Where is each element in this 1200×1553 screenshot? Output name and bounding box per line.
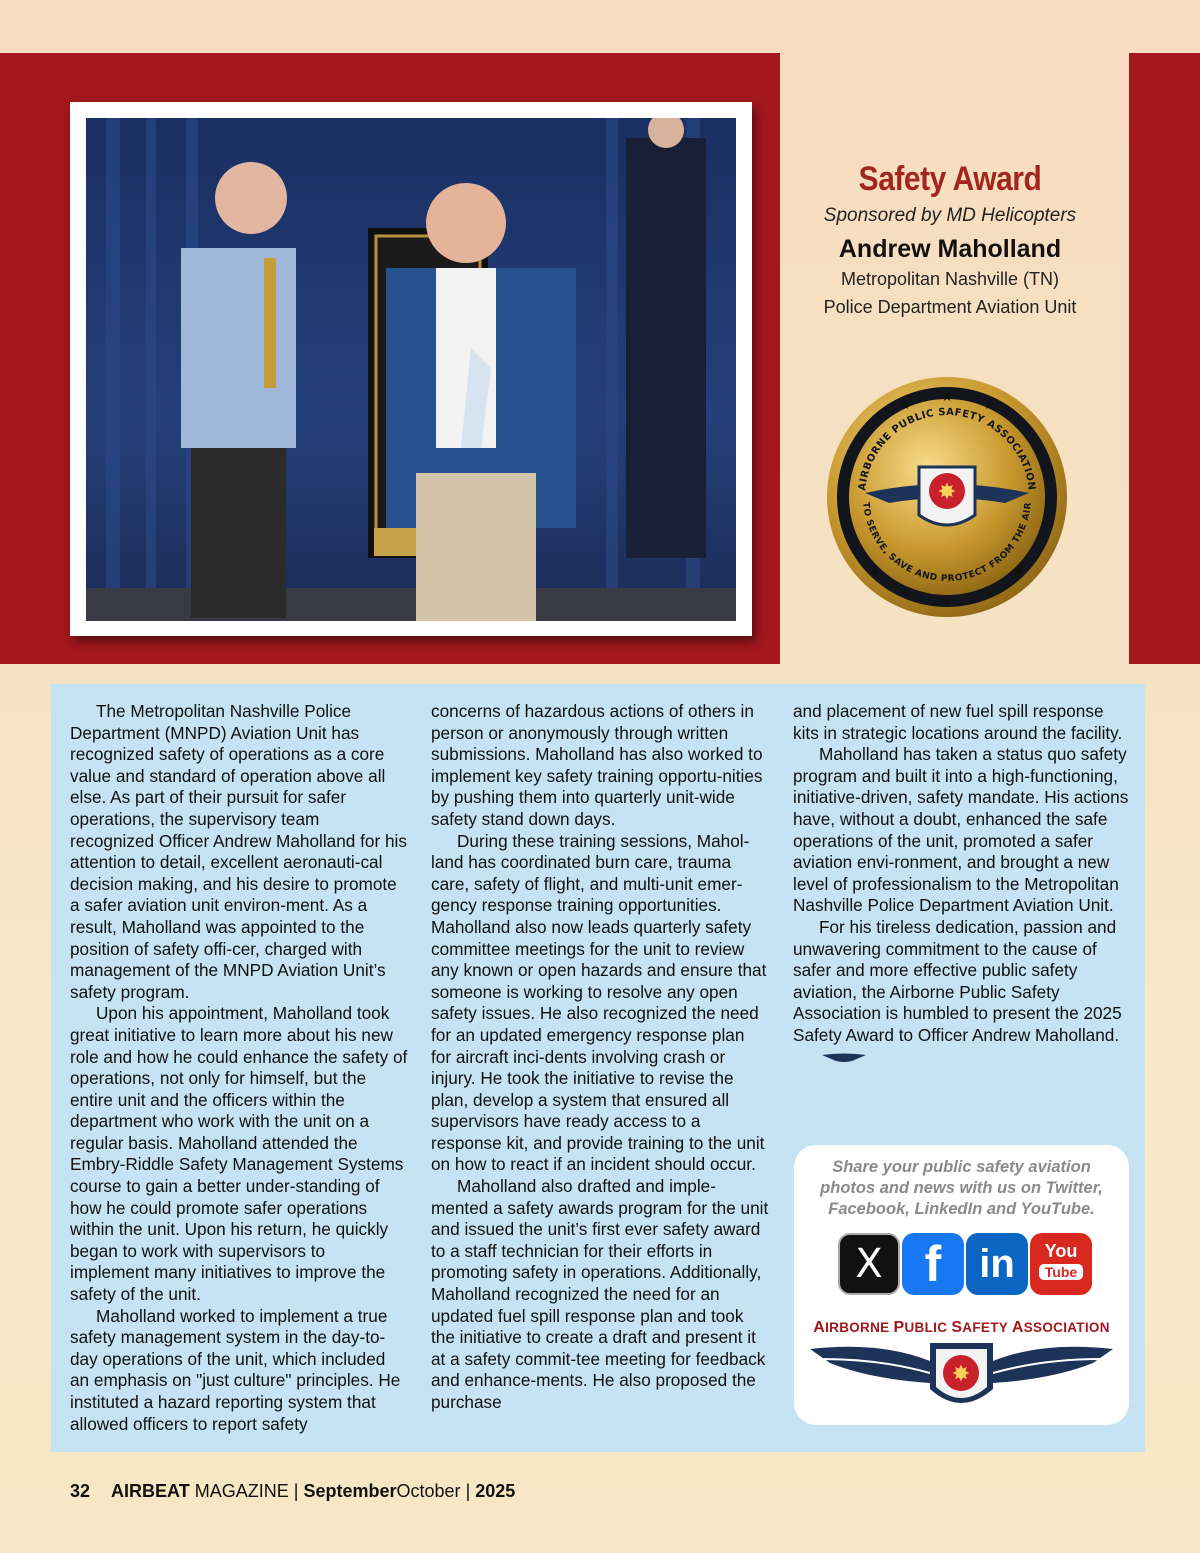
- facebook-icon[interactable]: f: [902, 1233, 964, 1295]
- article-closing-text: For his tireless dedication, passion and unwavering commitment to the cause of safer and more effective public safety aviation, the Airborne Public Safety Association is humbled to present the 2025 Safety Award to Officer Andrew Maholland.: [793, 916, 1122, 1045]
- award-photo-frame: [70, 102, 752, 636]
- award-photo: [86, 118, 736, 621]
- article-column-2: [431, 701, 769, 1414]
- issue-month: October: [396, 1481, 461, 1501]
- association-name-logo: AIRBORNE PUBLIC SAFETY ASSOCIATION: [813, 1319, 1110, 1336]
- page-number: 32: [70, 1481, 91, 1501]
- social-icons: [838, 1233, 1094, 1295]
- article-paragraph: Maholland worked to implement a true safety management system in the day-to-day operations of the unit, which included an emphasis on "just culture" principles. He instituted a hazard reporting system that allowed officers to report safety: [70, 1305, 401, 1434]
- svg-text:★: ★: [983, 586, 995, 601]
- article-paragraph: concerns of hazardous actions of others in person or anonymously through written submissions. Maholland has also worked to implement key safety training opportu-nities by pushing them into quarterly unit-wide safety stand down days.: [431, 701, 763, 829]
- magazine-name: MAGAZINE: [194, 1481, 289, 1501]
- svg-text:★: ★: [899, 586, 911, 601]
- award-sponsor: Sponsored by MD Helicopters: [823, 205, 1077, 226]
- article-column-1: [70, 701, 408, 1435]
- article-paragraph: During these training sessions, Mahol-land has coordinated burn care, trauma care, safety of flight, and multi-unit emer-gency response training opportunities. Maholland also now leads quarterly safety committee meetings for the unit to review any known or open hazards and ensure that someone is working to resolve any open safety issues. He also recognized the need for an updated emergency response plan for aircraft inci-dents involving crash or injury. He took the initiative to revise the plan, develop a system that ensured all supervisors have ready access to a response kit, and provide training to the unit on how to react if an incident should occur.: [431, 830, 767, 1175]
- article-paragraph: The Metropolitan Nashville Police Department (MNPD) Aviation Unit has recognized safety of operations as a core value and standard of operation above all else. As part of their pursuit for safer operations, the supervisory team recognized Officer Andrew Maholland for his attention to detail, excellent aeronauti-cal decision making, and his desire to promote a safer aviation unit environ-ment. As a result, Maholland was appointed to the position of safety offi-cer, charged with management of the MNPD Aviation Unit’s safety program.: [70, 701, 407, 1002]
- social-media-promo: [794, 1145, 1129, 1425]
- issue-month-bold: September: [303, 1481, 397, 1501]
- apsa-seal-logo: [825, 375, 1069, 619]
- svg-text:★: ★: [869, 564, 881, 578]
- article-paragraph: Maholland also drafted and imple-mented a safety awards program for the unit and issued the unit’s first ever safety award to a staff technician for their efforts in promoting safety in operations. Additionally, Maholland recognized the need for an updated fuel spill response plan and took the initiative to create a draft and present it at a safety commit-tee meeting for feedback and enhance-ments. He also proposed the purchase: [431, 1176, 769, 1412]
- article-paragraph: Upon his appointment, Maholland took great initiative to learn more about his new role and how he could enhance the safety of operations, not only for himself, but the entire unit and the officers within the department who work with the unit on a regular basis. Maholland attended the Embry-Riddle Safety Management Systems course to gain a better under-standing of how he could promote safer operations within the unit. Upon his return, he quickly began to work with supervisors to implement many initiatives to improve the safety of the unit.: [70, 1003, 408, 1305]
- svg-text:★: ★: [940, 389, 954, 405]
- article-paragraph: Maholland has taken a status quo safety program and built it into a high-functioning, initiative-driven, safety mandate. His actions have, without a doubt, enhanced the safe operations of the unit, promoted a safer aviation envi-ronment, and brought a new level of professionalism to the Metropolitan Nashville Police Department Aviation Unit.: [793, 744, 1129, 916]
- svg-text:★: ★: [940, 595, 954, 611]
- svg-text:★: ★: [983, 398, 995, 413]
- svg-text:★: ★: [899, 398, 911, 413]
- svg-text:TO SERVE, SAVE AND PROTECT FRO: TO SERVE, SAVE AND PROTECT FROM THE AIR: [860, 501, 1034, 585]
- agency-line-1: Metropolitan Nashville (TN): [840, 269, 1060, 289]
- award-winner: Andrew Maholland: [838, 235, 1062, 263]
- social-message: Share your public safety aviation photos and news with us on Twitter, Facebook, LinkedIn and YouTube.: [820, 1158, 1103, 1218]
- article-paragraph-final: [793, 917, 1131, 1069]
- article-paragraph: and placement of new fuel spill response kits in strategic locations around the facility.: [793, 701, 1123, 743]
- svg-text:✸: ✸: [951, 1362, 971, 1387]
- award-title: Safety Award: [858, 160, 1042, 198]
- award-header: [800, 160, 1100, 320]
- issue-year: 2025: [475, 1481, 516, 1501]
- agency-line-2: Police Department Aviation Unit: [823, 297, 1077, 317]
- linkedin-icon[interactable]: in: [966, 1233, 1028, 1295]
- red-banner-edge: [1129, 53, 1200, 664]
- footer-separator: |: [293, 1481, 299, 1501]
- wings-end-icon: [796, 1047, 866, 1069]
- x-twitter-icon[interactable]: X: [838, 1233, 900, 1295]
- svg-text:✸: ✸: [937, 480, 957, 505]
- svg-text:★: ★: [1013, 564, 1025, 578]
- page-footer: [70, 1481, 515, 1502]
- magazine-name-bold: AIRBEAT: [111, 1481, 190, 1501]
- youtube-icon[interactable]: You Tube: [1030, 1233, 1092, 1295]
- svg-text:AIRBORNE PUBLIC SAFETY ASSOCIA: AIRBORNE PUBLIC SAFETY ASSOCIATION: [857, 406, 1037, 492]
- footer-separator: |: [465, 1481, 471, 1501]
- apsa-wings-logo: [810, 1333, 1113, 1417]
- article-column-3: [793, 701, 1131, 1069]
